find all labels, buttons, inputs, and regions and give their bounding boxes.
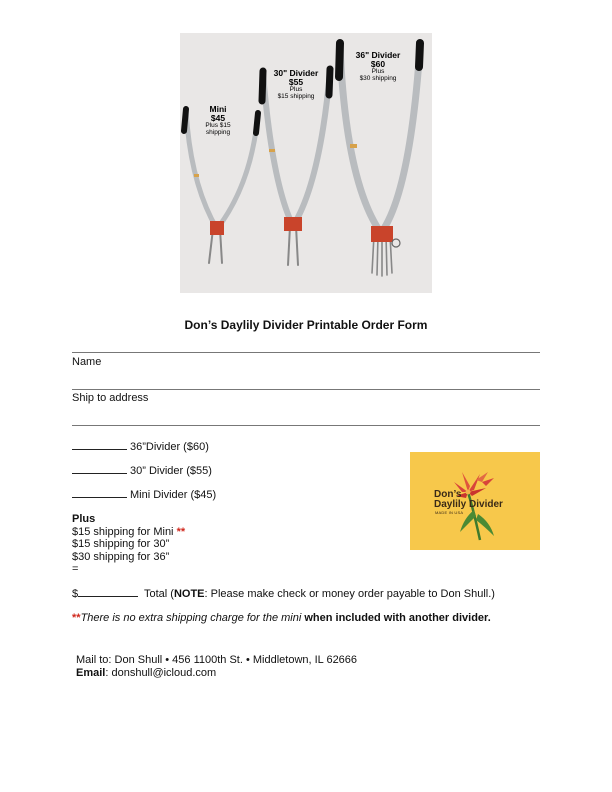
- logo-line-1: Don’s: [434, 489, 462, 500]
- name-label: Name: [72, 356, 102, 368]
- shipping-30-line: $15 shipping for 30”: [72, 538, 170, 550]
- quantity-blank-36[interactable]: [72, 440, 127, 450]
- thirty-label-shipping: Plus: [289, 85, 303, 93]
- total-label: Total (: [143, 588, 174, 600]
- order-item-30: [72, 464, 212, 477]
- shipping-mini-line: [72, 526, 185, 539]
- logo-text: [434, 490, 503, 510]
- total-note-text: : Please make check or money order payable to Don Shull.): [204, 588, 495, 600]
- order-item-36-label: 36”Divider ($60): [130, 441, 209, 453]
- thirty-label-name: 30" Divider: [273, 68, 319, 78]
- order-item-mini: [72, 488, 216, 501]
- order-item-36: [72, 440, 209, 453]
- email-value: : donshull@icloud.com: [105, 667, 217, 679]
- total-blank[interactable]: [78, 587, 138, 597]
- email-label: Email: [76, 667, 106, 679]
- shipping-heading: Plus: [72, 513, 96, 525]
- quantity-blank-mini[interactable]: [72, 488, 127, 498]
- thirty-six-label-price: $60: [370, 58, 386, 69]
- shipping-equals: =: [72, 563, 79, 575]
- thirty-six-label-name: 36" Divider: [355, 50, 401, 60]
- note-bold-text: when included with another divider.: [301, 612, 491, 624]
- address-label: Ship to address: [72, 392, 149, 404]
- note-italic-text: There is no extra shipping charge for the mini: [80, 612, 302, 624]
- shipping-mini-text: $15 shipping for Mini: [72, 525, 174, 538]
- total-note-bold: NOTE: [173, 588, 205, 600]
- logo-made-in: MADE IN USA: [435, 510, 464, 515]
- email-line: [76, 667, 357, 680]
- thirty-label-shipping-2: $15 shipping: [277, 92, 315, 100]
- thirty-photo-label: [272, 69, 320, 100]
- mini-photo-label: [200, 105, 236, 136]
- quantity-blank-30[interactable]: [72, 464, 127, 474]
- mail-to-block: [76, 654, 357, 680]
- shipping-mini-asterisks: **: [176, 525, 186, 538]
- mini-label-shipping: Plus $15: [205, 121, 231, 129]
- mini-label-shipping-2: shipping: [205, 128, 231, 136]
- thirty-six-photo-label: [352, 51, 404, 82]
- mini-label-name: Mini: [209, 104, 227, 114]
- mini-label-price: $45: [210, 112, 226, 123]
- page-title: Don’s Daylily Divider Printable Order Form: [184, 318, 428, 332]
- product-photo: [180, 33, 432, 293]
- mail-address: Mail to: Don Shull • 456 1100th St. • Middletown, IL 62666: [76, 654, 358, 666]
- thirty-six-label-shipping-2: $30 shipping: [359, 74, 397, 82]
- name-input-line[interactable]: [72, 352, 540, 353]
- mini-shipping-note: [72, 612, 491, 624]
- logo-line-2: Daylily Divider: [434, 499, 503, 510]
- shipping-block: [72, 513, 185, 576]
- address-input-line[interactable]: [72, 389, 540, 390]
- order-item-mini-label: Mini Divider ($45): [130, 489, 217, 501]
- thirty-label-price: $55: [288, 76, 304, 87]
- dons-daylily-divider-logo: [410, 452, 540, 550]
- note-asterisks: **: [72, 612, 81, 624]
- shipping-36-line: $30 shipping for 36”: [72, 550, 170, 563]
- thirty-six-label-shipping: Plus: [371, 67, 385, 75]
- total-currency: $: [72, 588, 79, 600]
- address-input-line-2[interactable]: [72, 425, 540, 426]
- total-line: [72, 587, 495, 600]
- order-item-30-label: 30” Divider ($55): [130, 465, 212, 477]
